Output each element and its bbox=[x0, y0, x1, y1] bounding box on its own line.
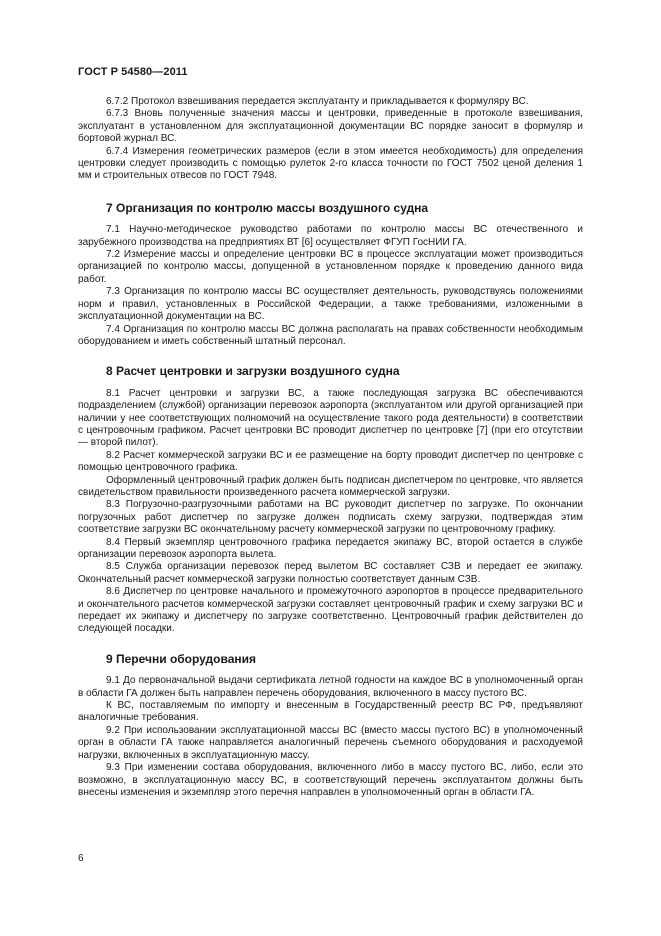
paragraph-9-3: 9.3 При изменении состава оборудования, включенного либо в массу пустого ВС, либо, если это возможно, в эксплуатационную массу ВС, в соответствующий перечень эксплуатантом должны быть внесены изменения и экземпляр этого перечня направлен в уполномоченный орган в области ГА. bbox=[78, 762, 583, 798]
section-7-title: 7 Организация по контролю массы воздушного судна bbox=[106, 200, 429, 215]
paragraph-6-7-4: 6.7.4 Измерения геометрических размеров (если в этом имеется необходимость) для определения центровки следует производить с помощью рулеток 2-го класса точности по ГОСТ 7502 ценой деления 1 мм и строительных отвесов по ГОСТ 7948. bbox=[78, 145, 583, 182]
paragraph-8-4: 8.4 Первый экземпляр центровочного графика передается экипажу ВС, второй остается в службе организации перевозок аэропорта вылета. bbox=[78, 536, 583, 560]
paragraph-7-3: 7.3 Организация по контролю массы ВС осуществляет деятельность, руководствуясь положениями норм и правил, установленных в Российской Федерации, а также требованиями, изложенными в эксплуатационной документации на ВС. bbox=[78, 286, 583, 323]
section-8-title: 8 Расчет центровки и загрузки воздушного судна bbox=[106, 364, 400, 379]
paragraph-9-2: 9.2 При использовании эксплуатационной массы ВС (вместо массы пустого ВС) в уполномоченный орган в области ГА также направляется аналогичный перечень съемного оборудования и расходуемой нагрузки, включенных в эксплуатационную массу. bbox=[78, 724, 583, 761]
paragraph-9-1-import: К ВС, поставляемым по импорту и внесенным в Государственный реестр ВС РФ, предъявляют аналогичные требования. bbox=[78, 700, 583, 724]
paragraph-7-2: 7.2 Измерение массы и определение центровки ВС в процессе эксплуатации может производиться организацией по контролю массы, допущенной в установленном порядке к проведению данного вида работ. bbox=[78, 249, 583, 285]
paragraph-6-7-3: 6.7.3 Вновь полученные значения массы и центровки, приведенные в протоколе взвешивания, эксплуатант в установленном для эксплуатационной документации ВС порядке заносит в формуляр и бортовой журнал ВС. bbox=[78, 108, 583, 145]
paragraph-8-5: 8.5 Служба организации перевозок перед вылетом ВС составляет СЗВ и передает ее экипажу. Окончательный расчет коммерческой загрузки полностью соответствует данным СЗВ. bbox=[78, 561, 583, 585]
paragraph-6-7-2: 6.7.2 Протокол взвешивания передается эксплуатанту и прикладывается к формуляру ВС. bbox=[106, 96, 529, 107]
section-9-title: 9 Перечни оборудования bbox=[106, 651, 257, 666]
document-header: ГОСТ Р 54580—2011 bbox=[78, 66, 188, 78]
paragraph-8-3: 8.3 Погрузочно-разгрузочными работами на ВС руководит диспетчер по загрузке. По окончании погрузочных работ диспетчер по загрузке должен подписать схему загрузки, подтверждая этим соответствие загрузки ВС окончательному расчету коммерческой загрузки по центровочному графику. bbox=[78, 499, 583, 536]
paragraph-8-2: 8.2 Расчет коммерческой загрузки ВС и ее размещение на борту проводит диспетчер по центровке с помощью центровочного графика. bbox=[78, 449, 583, 474]
paragraph-8-6: 8.6 Диспетчер по центровке начального и промежуточного аэропортов в процессе предварительного и окончательного расчетов коммерческой загрузки составляет центровочный график и схему загрузки ВС и передает их экипажу и диспетчеру по загрузке соответственно. Центровочный график действителен до следующей посадки. bbox=[78, 586, 583, 635]
document-body bbox=[78, 96, 583, 799]
paragraph-8-2-signature: Оформленный центровочный график должен быть подписан диспетчером по центровке, что является свидетельством правильности произведенного расчета коммерческой загрузки. bbox=[78, 474, 583, 498]
paragraph-7-4: 7.4 Организация по контролю массы ВС должна располагать на правах собственности необходимым оборудованием и иметь собственный штатный персонал. bbox=[78, 323, 583, 347]
paragraph-8-1: 8.1 Расчет центровки и загрузки ВС, а также последующая загрузка ВС обеспечиваются подразделением (службой) организации перевозок аэропорта (эксплуатантом или другой организацией при наличии у нее соответствующих полномочий на осуществление такого рода деятельности) в соответствии с центровочным графиком. Расчет центровки ВС проводит диспетчер по центровке [7] (при его отсутствии — второй пилот). bbox=[78, 387, 583, 449]
page-number: 6 bbox=[78, 853, 84, 864]
paragraph-7-1: 7.1 Научно-методическое руководство работами по контролю массы ВС отечественного и зарубежного производства на предприятиях ВТ [6] осуществляет ФГУП ГосНИИ ГА. bbox=[78, 224, 583, 248]
paragraph-9-1: 9.1 До первоначальной выдачи сертификата летной годности на каждое ВС в уполномоченный орган в области ГА должен быть направлен перечень оборудования, включенного в массу пустого ВС. bbox=[78, 675, 583, 699]
